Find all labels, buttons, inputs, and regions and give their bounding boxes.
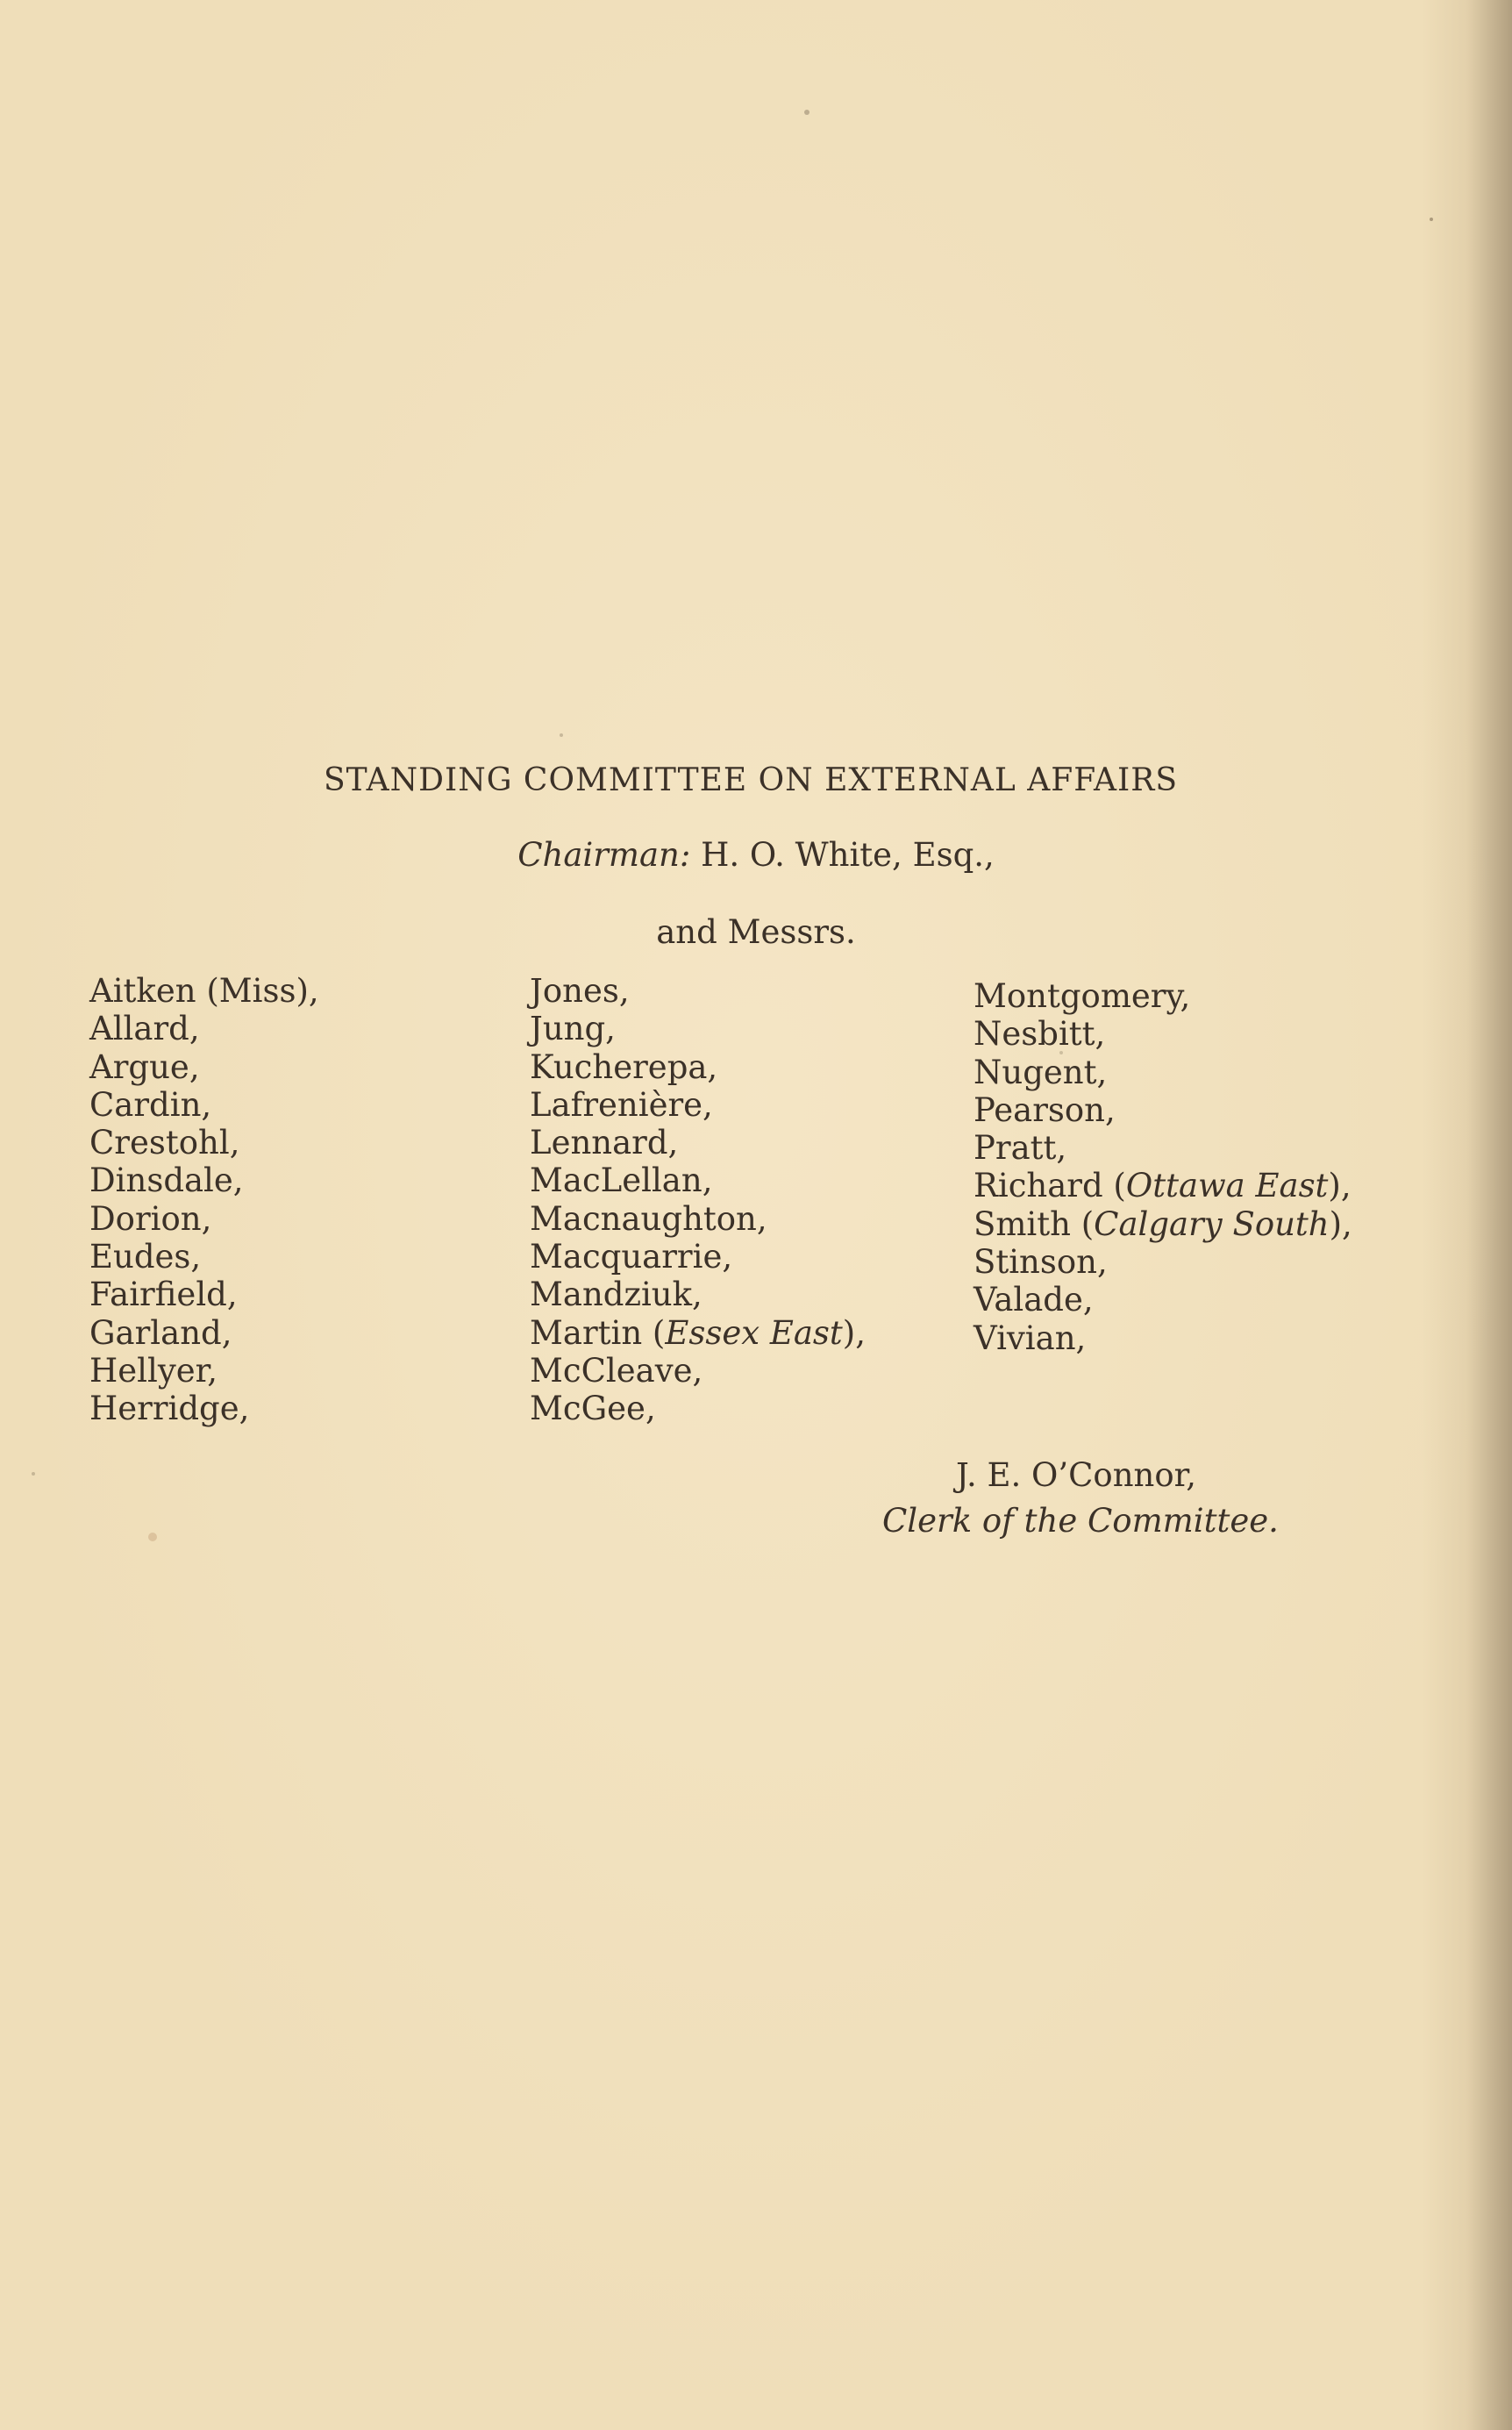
clerk-signature-block [882,1453,1279,1544]
members-column-1 [89,972,319,1428]
member-name: MacLellan, [530,1161,713,1200]
member-name: Jung, [530,1010,616,1048]
member-name: Crestohl, [89,1124,240,1162]
member-suffix: ), [1329,1204,1352,1243]
member-name: Kucherepa, [530,1047,718,1086]
chairman-label: Chairman: [517,836,691,874]
member-name: Vivian, [974,1319,1087,1357]
member-name: Pratt, [974,1129,1067,1168]
member-name: Montgomery, [974,977,1191,1015]
member-riding: Calgary South [1094,1204,1330,1243]
member-name: Richard ( [974,1167,1126,1205]
member-name: Lennard, [530,1124,679,1162]
committee-title: STANDING COMMITTEE ON EXTERNAL AFFAIRS [323,762,1179,798]
chairman-line [0,835,1512,876]
chairman-name: H. O. White, Esq., [701,836,995,874]
members-intro: and Messrs. [656,913,856,951]
member-name: Macquarrie, [530,1238,733,1276]
member-name: Smith ( [974,1204,1095,1243]
member-suffix: ), [1328,1167,1352,1205]
member-name: Allard, [89,1010,200,1048]
member-name: Macnaughton, [530,1199,767,1238]
member-name: Dorion, [89,1199,212,1238]
member-name: Jones, [530,972,630,1010]
member-name: Mandziuk, [530,1276,703,1314]
member-name: Fairfield, [89,1276,238,1314]
member-suffix: ), [842,1313,866,1352]
member-name: Nugent, [974,1053,1108,1091]
member-name: Pearson, [974,1090,1116,1129]
members-column-3 [974,977,1352,1357]
member-with-riding [530,1314,866,1352]
member-name: Martin ( [530,1313,666,1352]
clerk-name: J. E. O’Connor, [956,1456,1197,1494]
member-with-riding [974,1205,1352,1243]
member-name: Hellyer, [89,1351,218,1390]
member-name: Valade, [974,1281,1094,1319]
member-name: Herridge, [89,1390,250,1428]
member-with-riding [974,1167,1352,1204]
member-name: Eudes, [89,1238,202,1276]
member-name: McGee, [530,1390,656,1428]
member-name: Stinson, [974,1243,1108,1282]
page-title [0,761,1512,800]
members-column-2 [530,972,866,1428]
member-name: Dinsdale, [89,1161,244,1200]
member-name: Argue, [89,1047,200,1086]
member-name: Lafrenière, [530,1085,713,1124]
member-name: Garland, [89,1313,232,1352]
clerk-role: Clerk of the Committee. [882,1502,1279,1540]
member-riding: Essex East [665,1313,843,1352]
member-name: Nesbitt, [974,1015,1106,1054]
member-name: McCleave, [530,1351,703,1390]
member-riding: Ottawa East [1125,1167,1329,1205]
member-name: Aitken (Miss), [89,972,319,1010]
member-name: Cardin, [89,1085,212,1124]
